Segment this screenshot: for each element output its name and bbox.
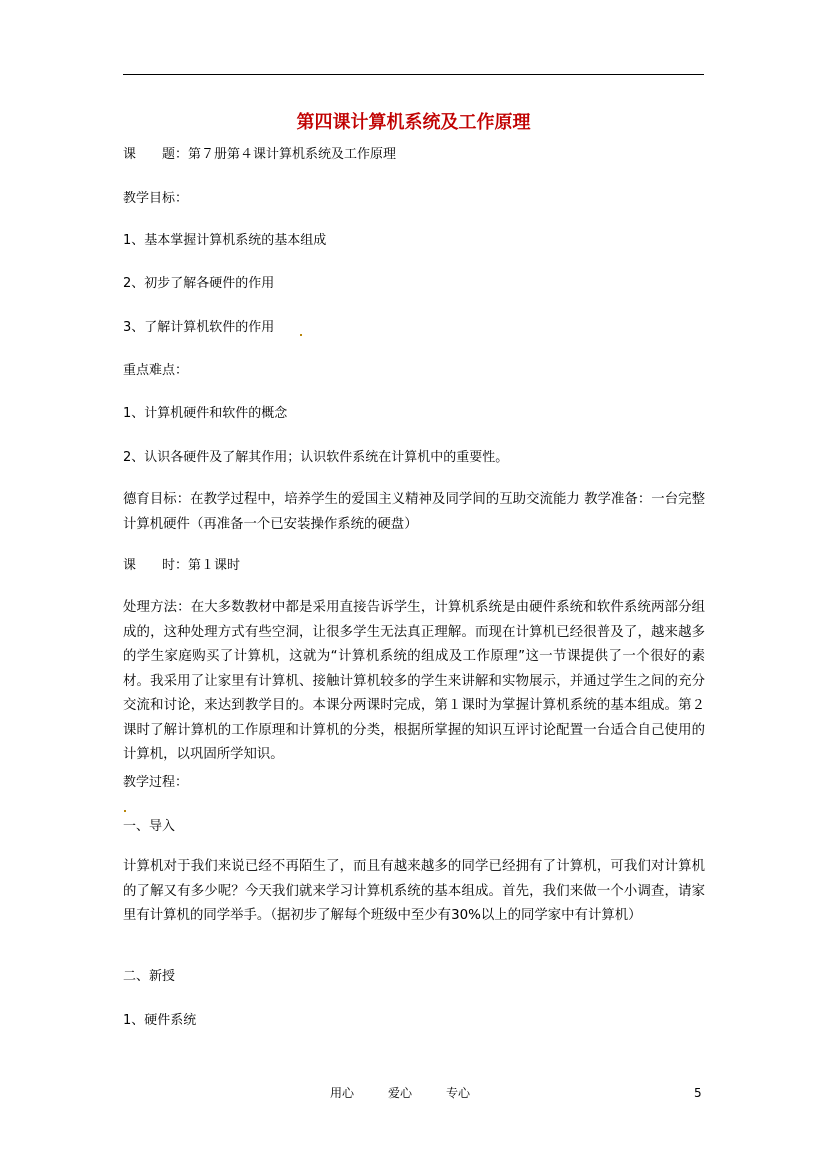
section-new-heading: 二、新授 xyxy=(123,969,176,984)
process-heading: 教学过程： xyxy=(123,775,189,790)
page-title: 第四课计算机系统及工作原理 xyxy=(296,112,531,133)
footer-word-3: 专心 xyxy=(446,1086,471,1100)
moral-goal-paragraph: 德育目标：在教学过程中，培养学生的爱国主义精神及同学间的互助交流能力 教学准备：一台完整计算机硬件（再准备一个已安装操作系统的硬盘） xyxy=(123,492,705,532)
stray-mark xyxy=(300,334,302,336)
stray-mark xyxy=(124,810,126,812)
page-number: 5 xyxy=(694,1086,702,1100)
method-paragraph: 处理方法：在大多数教材中都是采用直接告诉学生，计算机系统是由硬件系统和软件系统两部分组成的，这种处理方式有些空洞，让很多学生无法真正理解。而现在计算机已经很普及了，越来越多的学生家庭购买了计算机，这就为“计算机系统的组成及工作原理”这一节课提供了一个很好的素材。我采用了让家里有计算机、接触计算机较多的学生来讲解和实物展示，并通过学生之间的充分交流和讨论，来达到教学目的。本课分两课时完成，第１课时为掌握计算机系统的基本组成。第２课时了解计算机的工作原理和计算机的分类，根据所掌握的知识互评讨论配置一台适合自己使用的计算机，以巩固所学知识。 xyxy=(123,600,705,762)
section-intro-heading: 一、导入 xyxy=(123,819,176,834)
header-rule xyxy=(123,74,704,75)
key-item-2: 2、认识各硬件及了解其作用；认识软件系统在计算机中的重要性。 xyxy=(123,450,509,465)
keys-heading: 重点难点： xyxy=(123,363,189,378)
footer-word-2: 爱心 xyxy=(388,1086,413,1100)
hardware-heading: 1、硬件系统 xyxy=(123,1013,197,1028)
hours-line: 课 时：第１课时 xyxy=(123,558,241,573)
topic-line: 课 题：第７册第４课计算机系统及工作原理 xyxy=(123,147,397,162)
goal-item-3: 3、了解计算机软件的作用 xyxy=(123,320,275,335)
footer-word-1: 用心 xyxy=(330,1086,355,1100)
goals-heading: 教学目标： xyxy=(123,191,189,206)
key-item-1: 1、计算机硬件和软件的概念 xyxy=(123,406,288,421)
goal-item-2: 2、初步了解各硬件的作用 xyxy=(123,276,275,291)
goal-item-1: 1、基本掌握计算机系统的基本组成 xyxy=(123,233,327,248)
intro-paragraph: 计算机对于我们来说已经不再陌生了，而且有越来越多的同学已经拥有了计算机，可我们对计算机的了解又有多少呢？今天我们就来学习计算机系统的基本组成。首先，我们来做一个小调查，请家里有计算机的同学举手。（据初步了解每个班级中至少有30%以上的同学家中有计算机） xyxy=(123,859,705,923)
